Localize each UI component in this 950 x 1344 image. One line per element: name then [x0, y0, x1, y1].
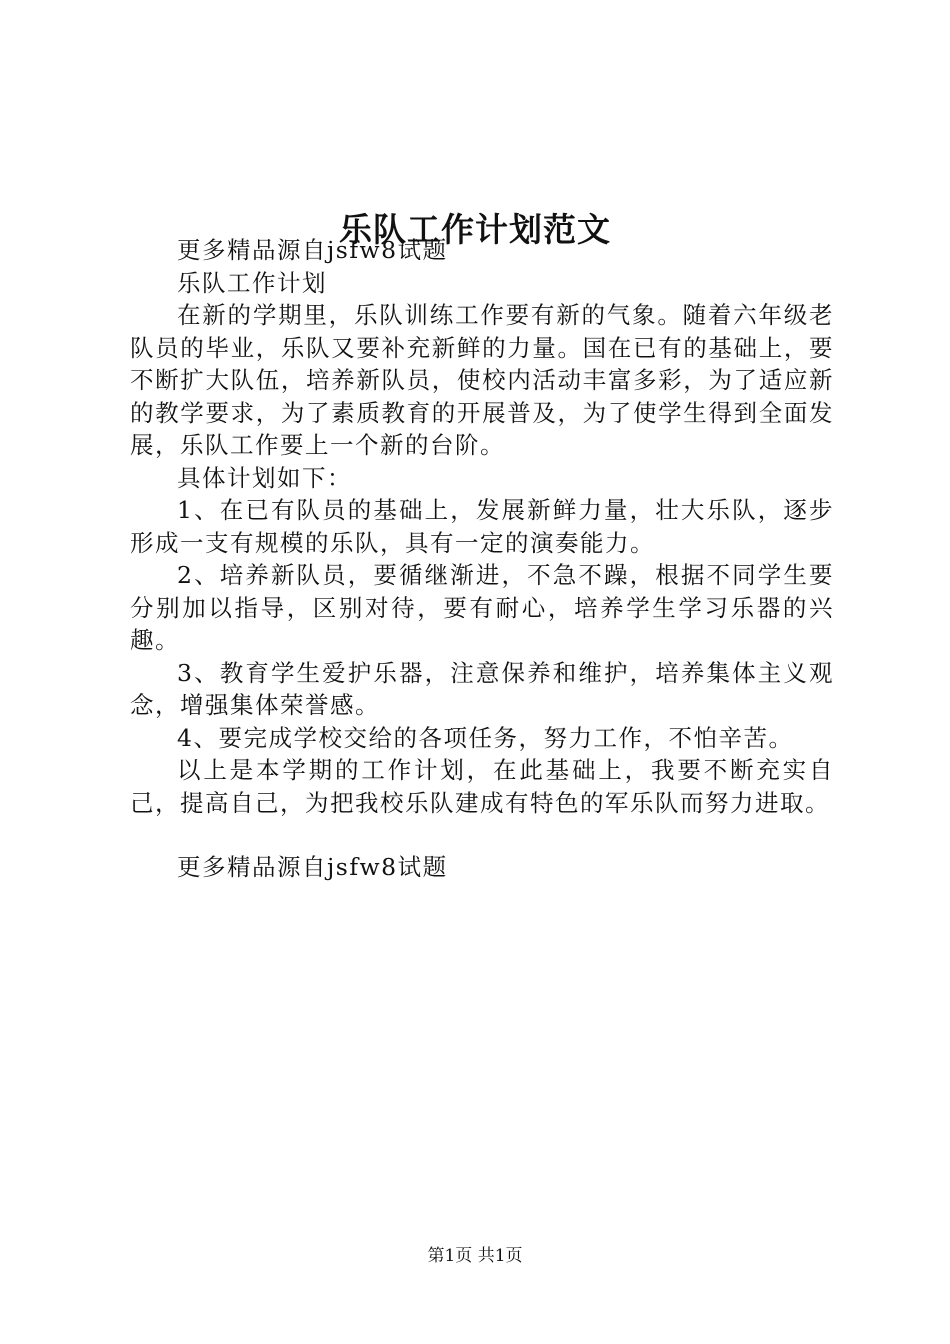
- plan-intro: 具体计划如下：: [177, 463, 352, 492]
- source-note: 更多精品源自jsfw8试题: [177, 236, 448, 264]
- plan-item-3: 3、教育学生爱护乐器，注意保养和维护，培养集体主义观念，增强集体荣誉感。: [130, 658, 834, 719]
- document-body: [130, 234, 834, 884]
- intro-paragraph: 在新的学期里，乐队训练工作要有新的气象。随着六年级老队员的毕业，乐队又要补充新鲜的力量。国在已有的基础上，要不断扩大队伍，培养新队员，使校内活动丰富多彩，为了适应新的教学要求，为了素质教育的开展普及，为了使学生得到全面发展，乐队工作要上一个新的台阶。: [130, 301, 834, 459]
- page-title: 乐队工作计划范文: [339, 210, 611, 250]
- plan-item-2: 2、培养新队员，要循继渐进，不急不躁，根据不同学生要分别加以指导，区别对待，要有耐心，培养学生学习乐器的兴趣。: [130, 561, 834, 654]
- page-number: 第1页 共1页: [427, 1246, 523, 1266]
- plan-item-1: 1、在已有队员的基础上，发展新鲜力量，壮大乐队，逐步形成一支有规模的乐队，具有一定的演奏能力。: [130, 496, 834, 557]
- plan-item-4: 4、要完成学校交给的各项任务，努力工作，不怕辛苦。: [177, 723, 794, 752]
- section-heading: 乐队工作计划: [177, 268, 327, 297]
- source-note-bottom: 更多精品源自jsfw8试题: [177, 853, 448, 881]
- closing-paragraph: 以上是本学期的工作计划，在此基础上，我要不断充实自己，提高自己，为把我校乐队建成有特色的军乐队而努力进取。: [130, 756, 834, 817]
